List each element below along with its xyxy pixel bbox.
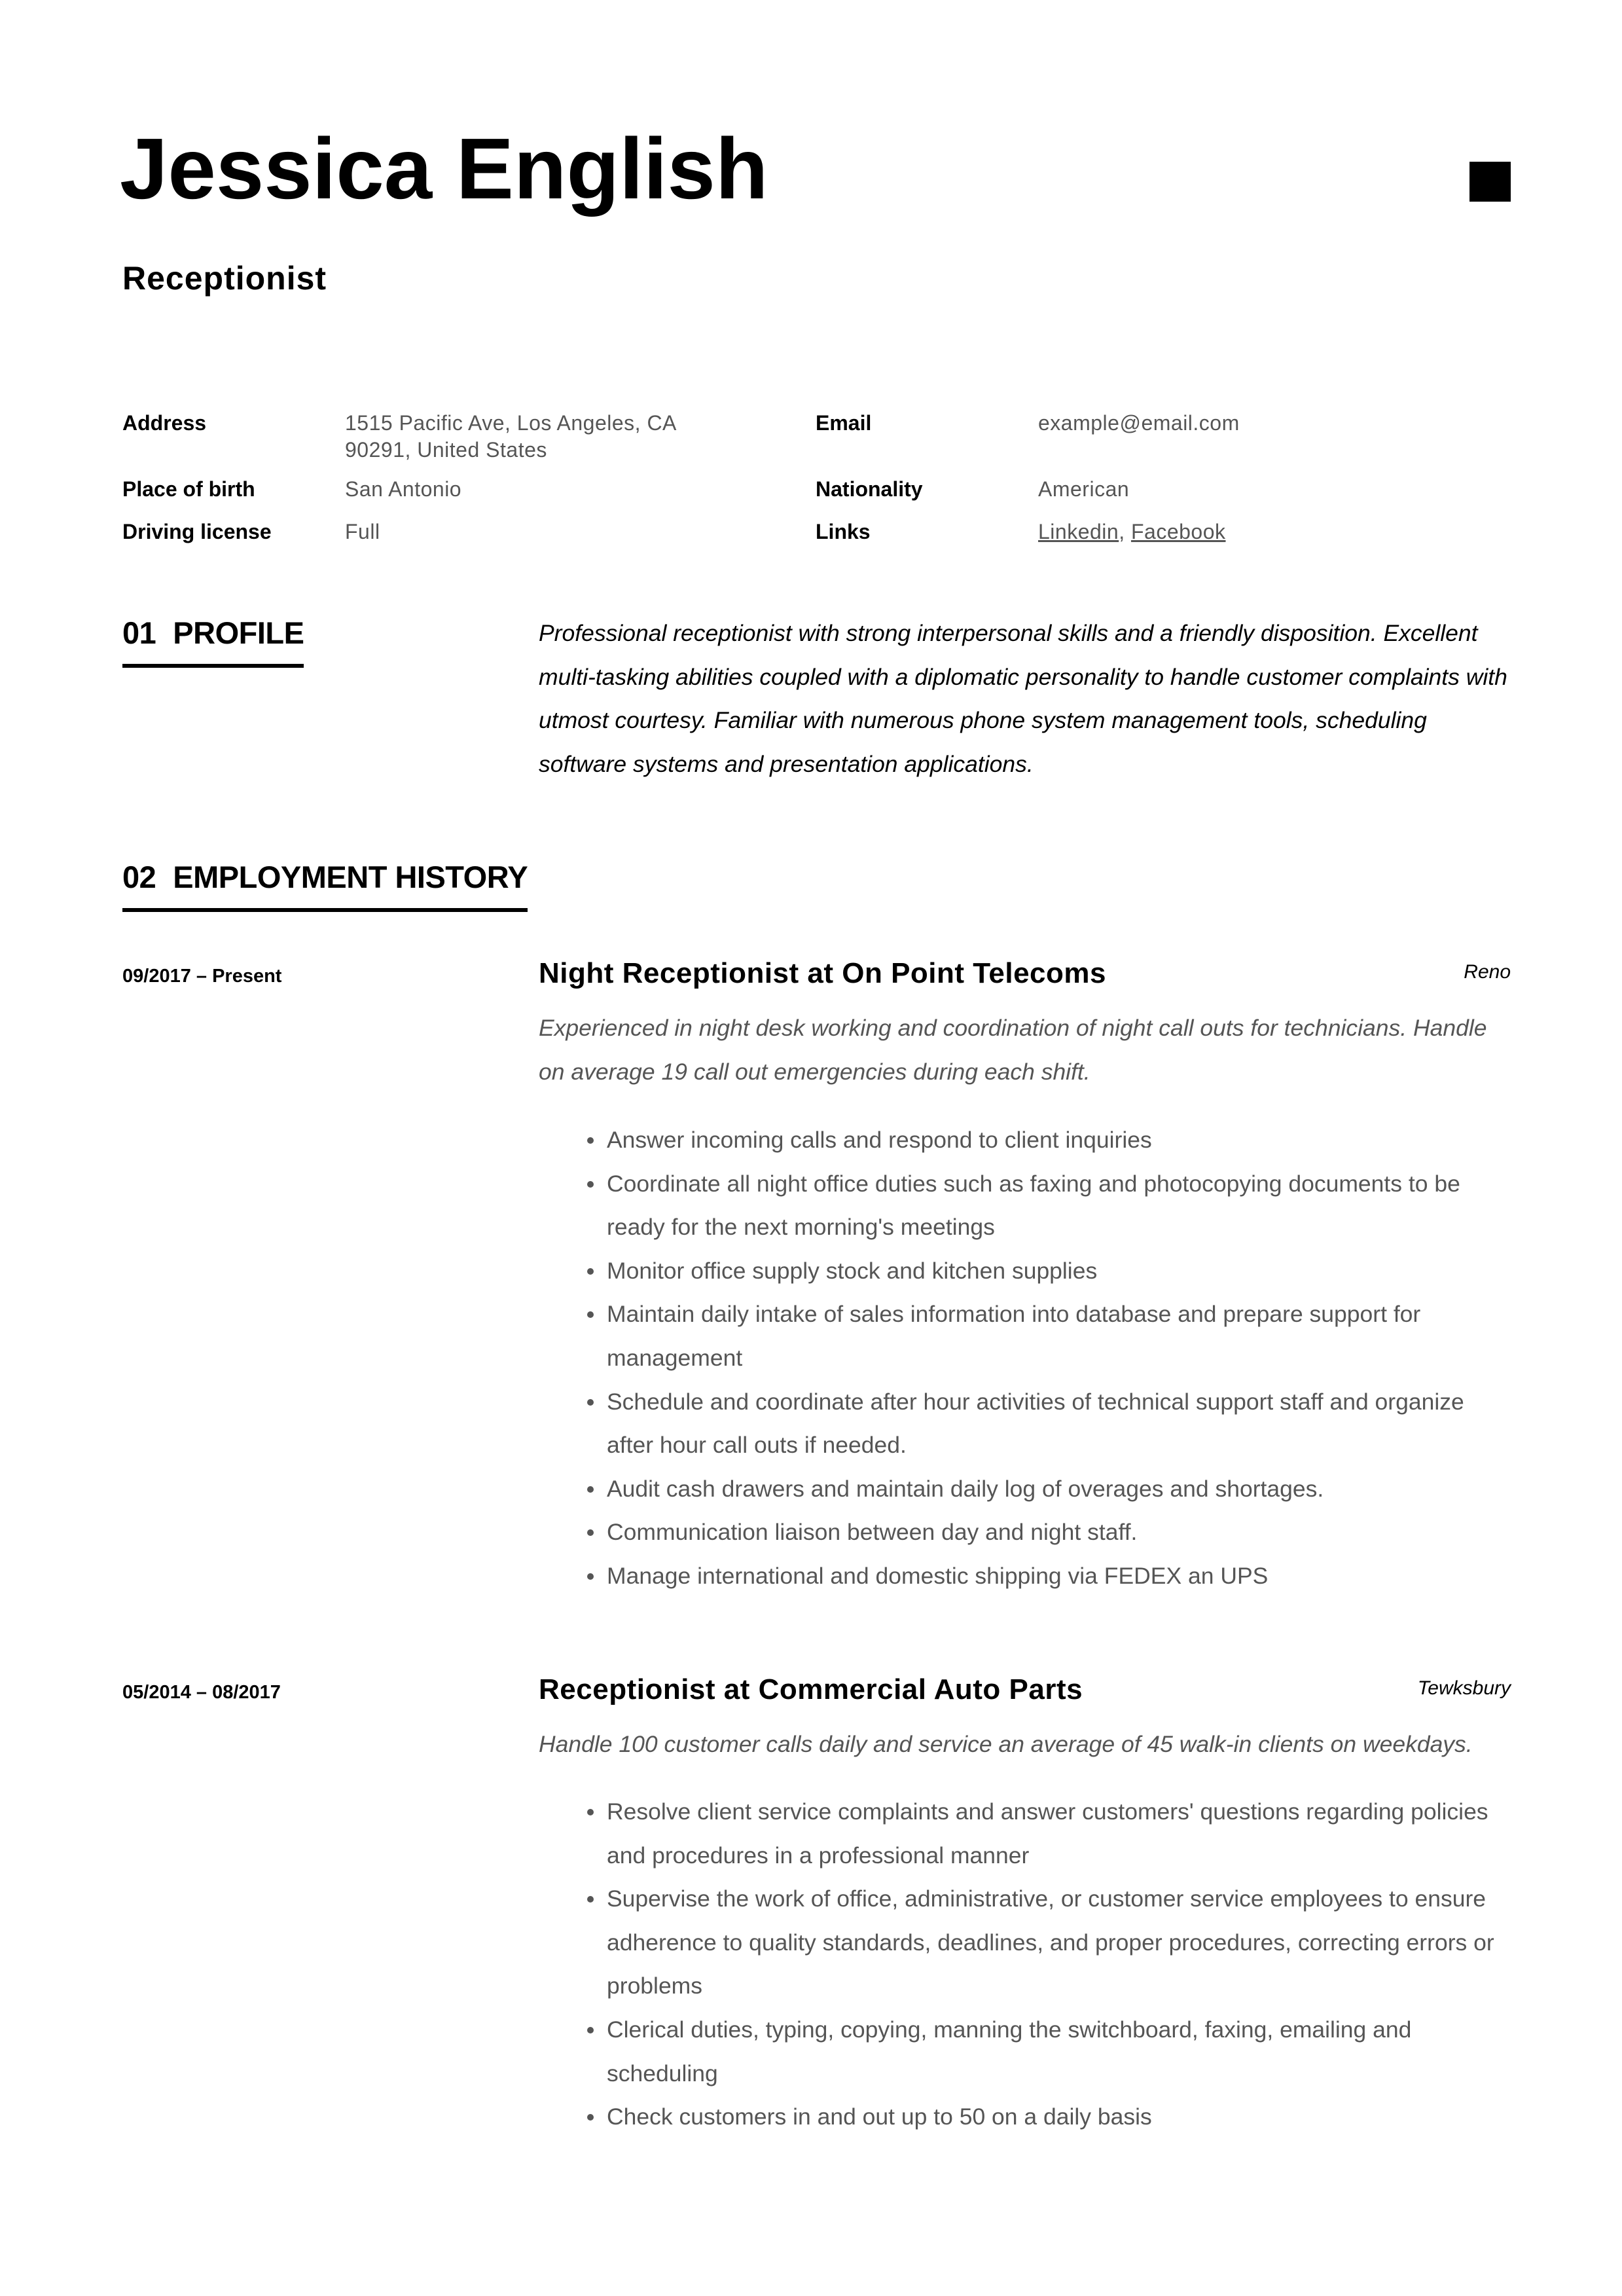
address-label: Address (122, 411, 207, 435)
list-item: Maintain daily intake of sales information into database and prepare support for management (607, 1292, 1511, 1379)
decorative-square-icon (1469, 162, 1511, 202)
facebook-link[interactable]: Facebook (1130, 520, 1226, 543)
birth-value: San Antonio (345, 477, 462, 501)
section-title: EMPLOYMENT HISTORY (173, 860, 528, 894)
nationality-value: American (1038, 477, 1130, 501)
profile-text: Professional receptionist with strong interpersonal skills and a friendly disposition. Excellent multi-tasking abilities coupled with a diplomatic personality to handle customer complaints with utmost courtesy. Familiar with numerous phone system management tools, scheduling software systems and presentation applications. (539, 620, 1507, 777)
candidate-name: Jessica English (120, 120, 768, 217)
links-label: Links (816, 520, 871, 543)
birth-label: Place of birth (122, 477, 255, 501)
job-description: Handle 100 customer calls daily and service an average of 45 walk-in clients on weekdays. (539, 1731, 1473, 1757)
license-label: Driving license (122, 520, 272, 543)
list-item: Answer incoming calls and respond to client inquiries (607, 1118, 1511, 1162)
email-label: Email (816, 411, 872, 435)
job-title: Night Receptionist at On Point Telecoms (539, 957, 1106, 989)
nationality-label: Nationality (816, 477, 923, 501)
job-bullets (539, 1118, 1511, 1598)
section-number: 02 (122, 860, 156, 894)
license-value: Full (345, 520, 380, 543)
job-dates: 05/2014 – 08/2017 (122, 1682, 281, 1703)
address-line2: 90291, United States (345, 438, 547, 462)
email-value: example@email.com (1038, 411, 1240, 435)
job-dates: 09/2017 – Present (122, 966, 282, 987)
employment-heading (122, 862, 528, 912)
links-value (1038, 519, 1226, 545)
list-item: Check customers in and out up to 50 on a daily basis (607, 2095, 1511, 2139)
list-item: Manage international and domestic shipping via FEDEX an UPS (607, 1554, 1511, 1598)
list-item: Resolve client service complaints and answer customers' questions regarding policies and procedures in a professional manner (607, 1790, 1511, 1877)
list-item: Monitor office supply stock and kitchen supplies (607, 1249, 1511, 1293)
linkedin-link[interactable]: Linkedin (1038, 520, 1119, 543)
links-separator: , (1119, 520, 1131, 543)
list-item: Audit cash drawers and maintain daily log of overages and shortages. (607, 1467, 1511, 1511)
job-bullets (539, 1790, 1511, 2139)
job-city: Reno (1464, 961, 1511, 983)
section-number: 01 (122, 615, 156, 650)
job-title: Receptionist at Commercial Auto Parts (539, 1673, 1083, 1705)
list-item: Supervise the work of office, administrative, or customer service employees to ensure adherence to quality standards, deadlines, and proper procedures, correcting errors or problems (607, 1877, 1511, 2008)
address-line1: 1515 Pacific Ave, Los Angeles, CA (345, 411, 677, 435)
list-item: Communication liaison between day and night staff. (607, 1510, 1511, 1554)
job-city: Tewksbury (1417, 1677, 1511, 1699)
list-item: Schedule and coordinate after hour activities of technical support staff and organize after hour call outs if needed. (607, 1380, 1511, 1467)
list-item: Coordinate all night office duties such as faxing and photocopying documents to be ready for the next morning's meetings (607, 1162, 1511, 1249)
job-title-heading: Receptionist (122, 260, 327, 297)
profile-heading (122, 617, 304, 668)
job-description: Experienced in night desk working and coordination of night call outs for technicians. Handle on average 19 call out emergencies during each shift. (539, 1015, 1487, 1085)
section-title: PROFILE (173, 615, 304, 650)
list-item: Clerical duties, typing, copying, manning the switchboard, faxing, emailing and scheduling (607, 2008, 1511, 2095)
